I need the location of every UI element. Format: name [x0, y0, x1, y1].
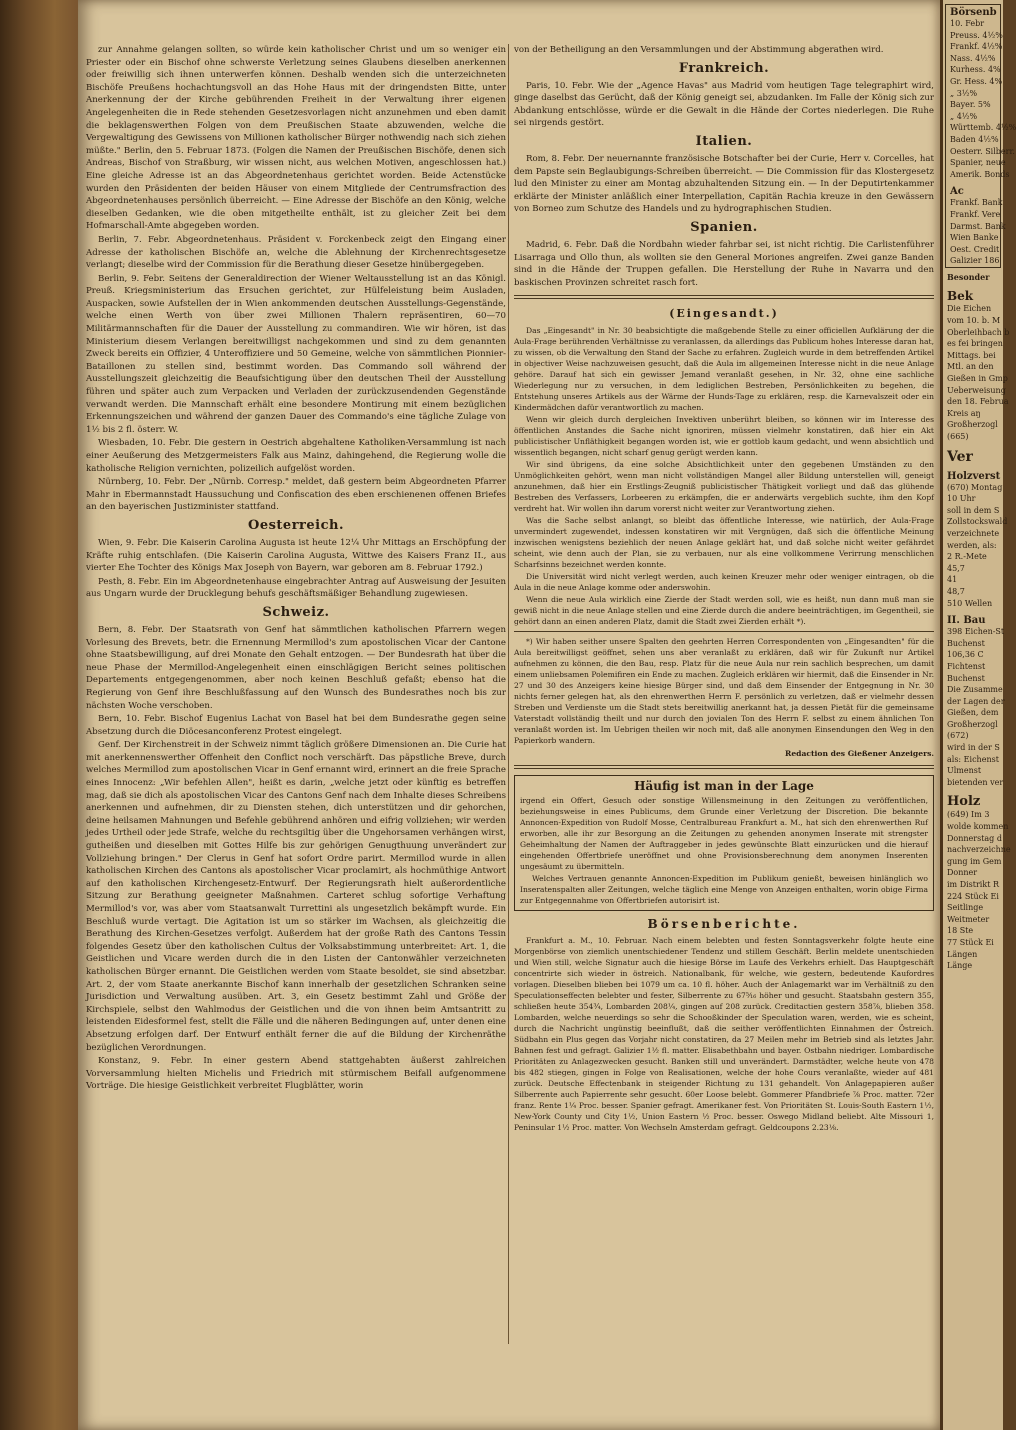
notice-line: Mittags. bei	[947, 350, 996, 360]
bank-line: Frankf. Bank	[950, 198, 1003, 208]
article-frankfurt-boerse: Frankfurt a. M., 10. Februar. Nach einem belebten und festen Sonntagsverkehr folgte heute eine Morgenbörse von ziemlich unentschiedener Tendenz und stillem Geschäft. Berlin meldete unentschieden und Wien still, welche Signatur auch die hiesige Börse im Laufe des Verkehrs erhielt. Das Hauptgeschäft concentrirte sich wieder in östreich. Nationalbank, für welche, wie gestern, bedeutende Kaufordres vorlagen. Dieselben blieben bei 1079 um ca. 10 fl. höher. Auch der Anlagemarkt war im Verhältniß zu den Speculationseffecten belebter und fester, Silberrente zu 67⁵⁄₁₆ höher und gesucht. Staatsbahn gestern 355, schließen heute 354¾, Lombarden 208¼, gingen auf 208 zurück. Creditactien gestern 358⅞, blieben 358. Lombarden, welche neuerdings so sehr die Schooßkinder der Speculation waren, werden, wie es scheint, durch die Nachricht ungünstig beeinflußt, daß die seither veröffentlichten Einnahmen der Östreich. Südbahn ein Plus gegen das Vorjahr nicht constatiren, da 27 Meilen mehr im Betrieb sind als letztes Jahr. Bahnen fest und gefragt. Galizier 1½ fl. matter. Elisabethbahn und bayer. Ostbahn niedriger. Lombardische Prioritäten zu Anlagezwecken gesucht. Banken still und unverändert. Darmstädter, welche heute von 478 bis 482 stiegen, gingen in Folge von Realisationen, welche der hohe Cours veranlaßte, wieder auf 481 zurück. Deutsche Effectenbank in steigender Richtung zu 131 gehandelt. Von Anlagepapieren außer Silberrente auch Papierrente sehr gesucht. 60er Loose belebt. Gommerer Pfandbriefe ⅞ Proc. matter. 72er franz. Rente 1¼ Proc. besser. Spanier gefragt. Amerikaner fest. Von Prioritäten St. Louis-South Eastern 1½, New-York County und City 1½, Union Eastern ½ Proc. besser. Oswego Midland beliebt. Alte Missouri 1, Peninsular 1½ Proc. matter. Von Wechseln Amsterdam gefragt. Geldcoupons 2.23⅛.	[514, 936, 934, 1133]
holz2-line: gung im Gem	[947, 856, 1002, 866]
holz-line: Zollstockswald	[947, 517, 1008, 527]
rate-line: Gr. Hess. 4%	[950, 76, 1003, 86]
rate-line: Spanier, neue	[950, 158, 1006, 168]
holz-line: 10 Uhr	[947, 494, 976, 504]
article-pesth: Pesth, 8. Febr. Ein im Abgeordnetenhause eingebrachter Antrag auf Ausweisung der Jesuiten aus Ungarn wurde der Drucklegung behufs geschäftsmäßiger Behandlung zugewiesen.	[86, 576, 506, 600]
bau-line: als: Eichenst	[947, 754, 999, 764]
holz2-line: 77 Stück Ei	[947, 937, 994, 947]
rate-line: Oesterr. Silberr.	[950, 146, 1015, 156]
exchange-box	[945, 4, 1016, 268]
bank-line: Galizier 186	[950, 256, 1000, 266]
holz2-line: Weitmeter	[947, 914, 990, 924]
rate-line: Bayer. 5%	[950, 100, 991, 110]
bank-line: Frankf. Vere	[950, 209, 1001, 219]
rate-line: Baden 4½%	[950, 134, 999, 144]
editorial-footnote	[514, 636, 934, 759]
adjacent-page-edge	[940, 0, 1016, 1430]
newspaper-page	[78, 0, 940, 1430]
notice-line: Die Eichen	[947, 304, 992, 314]
holz-line: 48,7	[947, 586, 965, 596]
boerse-block	[514, 935, 934, 1133]
holz2-line: 18 Ste	[947, 926, 974, 936]
holz2-line: (649) Im 3	[947, 810, 990, 820]
holz2-line: Seitlinge	[947, 903, 984, 913]
footnote-signoff: Redaction des Gießener Anzeigers.	[785, 749, 934, 759]
eingesandt-paragraph: Wenn wir gleich durch dergleichen Invektiven unberührt bleiben, so können wir im Interesse des öffentlichen Anstandes die Sache nicht ignoriren, müssen vielmehr konstatiren, daß hier ein Akt publicistischer Unfläthigkeit begangen worden ist, wie er gottlob kaum gedacht, und wenn absichtlich und wissentlich begangen, nicht scharf genug gerügt werden kann.	[514, 415, 934, 458]
continued-text: von der Betheiligung an den Versammlungen und der Abstimmung abgerathen wird.	[514, 45, 884, 55]
left-column	[86, 44, 506, 1094]
eingesandt-paragraph: Was die Sache selbst anlangt, so bleibt das öffentliche Interesse, wie natürlich, der Aula-Frage unvermindert zugewendet, indessen konstatiren wir mit Vergnügen, daß sich die öffentliche Meinung inzwischen wenigstens beziehlich der neuen Anlage geklärt hat, und daß solche nicht weiter gefährdet scheint, wie denn auch der Plan, sie zu verbauen, nur als eine vollkommene Verirrung menschlichen Scharfsinns bezeichnet werden konnte.	[514, 516, 934, 570]
holz-line: 2 R.-Mete	[947, 552, 987, 562]
bau-line: bietenden ver	[947, 777, 1004, 787]
rate-line: „ 3½%	[950, 88, 978, 98]
holz-heading: Holzverst	[947, 470, 1001, 482]
article-bern-10-feb: Bern, 10. Febr. Bischof Eugenius Lachat von Basel hat bei dem Bundesrathe gegen seine Absetzung durch die Diöcesanconferenz Protest eingelegt.	[86, 714, 506, 737]
section-heading-france: Frankreich.	[678, 60, 770, 76]
bau-line: Buchenst	[947, 638, 985, 648]
notice-line: Mtl. an den	[947, 362, 994, 372]
notice-line: es fei bringen	[947, 339, 1003, 349]
article-genf: Genf. Der Kirchenstreit in der Schweiz nimmt täglich größere Dimensionen an. Die Curie hat mit anerkennenswerther Offenheit den Conflict noch verschärft. Das päpstliche Breve, durch welches Mermillod zum apostolischen Vicar in Genf ernannt wird, erinnert an die freie Sprache eines Innocenz: „Wir befehlen Allen", heißt es darin, „welche jetzt oder künftig es betreffen mag, daß sie dich als apostolischen Vicar des Cantons Genf nach dem Inhalte dieses Schreibens anerkennen und aufnehmen, dir zu Diensten stehen, dich unterstützen und dir gehorchen, deine heilsamen Mahnungen und Befehle gebührend anhören und eifrig vollziehen; wir werden jedes Urtheil oder jede Strafe, welche du rechtsgiltig über die Ungehorsamen verhängen wirst, gutheißen und dieselben mit Gottes Hilfe bis zur gehörigen Genugthuung unverändert zur Vollziehung bringen." Der Clerus in Genf hat sofort Ordre parirt. Mermillod wurde in allen katholischen Kirchen des Cantons als apostolischer Vicar proclamirt, als hochmüthige Antwort auf den katholischen Kirchengesetz-Entwurf. Der Regierungsrath hielt außerordentliche Sitzung zur Berathung geeigneter Maßnahmen. Carteret schlug sofortige Verhaftung Mermillod's vor, was aber vom Staatsanwalt Turrettini als ungesetzlich bekämpft wurde. Ein Beschluß wurde vertagt. Die Agitation ist um so stärker im Wachsen, als gleichzeitig die Berathung des Kirchen-Gesetzes verfolgt. Außerdem hat der große Rath des Cantons Tessin folgendes Gesetz über den katholischen Cultus der Volksabstimmung unterbreitet: Art. 1, die Geistlichen und Vicare werden durch die in den Listen der Cantonwähler verzeichneten katholischen Bürger ernannt. Die Geistlichen werden vom Staate besoldet, sie sind absetzbar. Art. 2, der vom Staate anerkannte Bischof kann innerhalb der gesetzlichen Schranken seine Jurisdiction und Verwaltung ausüben. Art. 3, ein Gesetz bestimmt Zahl und Größe der Kirchspiele, selbst den Wahlmodus der Geistlichen und die von ihnen beim Amtsantritt zu leistenden Eidesformel fest, stellt die Fälle und die näheren Bedingungen auf, unter denen eine Absetzung erfolgen darf. Der Entwurf enthält ferner die auf die Bildung der Kirchenräthe bezüglichen Verordnungen.	[86, 740, 506, 1053]
exchange-date: 10. Febr	[950, 19, 985, 28]
section-heading-switzerland: Schweiz.	[262, 604, 330, 620]
bau-line: Fichtenst	[947, 661, 986, 671]
holz2-line: Donnerstag d	[947, 833, 1002, 843]
article-rom: Rom, 8. Febr. Der neuernannte französische Botschafter bei der Curie, Herr v. Corcelles, hat dem Papste sein Beglaubigungs-Schreiben überreicht. — Die Commission für das Klostergesetz lud den Minister zu einer am Montag abzuhaltenden Sitzung ein. — In der Deputirtenkammer erklärte der Minister anläßlich einer Interpellation, Capitän Rachia kreuze in den Gewässern von Borneo zum Schutze des Handels und zu hydrographischen Studien.	[514, 153, 934, 215]
notice-line: vom 10. b. M	[947, 316, 1001, 326]
section-heading-spain: Spanien.	[690, 219, 758, 235]
mosse-advertisement	[514, 775, 934, 911]
article-berlin-7-feb: Berlin, 7. Febr. Abgeordnetenhaus. Präsident v. Forckenbeck zeigt den Eingang einer Adresse der katholischen Bischöfe an, welche die Ablehnung der Kirchenrechtsgesetze verlangt; dieselbe wird der Commission für die Berathung dieser Gesetze hinübergegeben.	[86, 234, 506, 271]
rate-line: Kurhess. 4%	[950, 65, 1001, 75]
rate-line: Frankf. 4½%	[950, 42, 1003, 52]
notice-line: den 18. Februa	[947, 397, 1009, 407]
section-heading-austria: Oesterreich.	[248, 517, 344, 533]
section-heading-italy: Italien.	[695, 133, 753, 149]
footnote-text: *) Wir haben seither unsere Spalten den geehrten Herren Correspondenten von „Eingesandten" für die Aula bereitwilligst geöffnet, sehen uns aber veranlaßt zu erklären, daß wir für Zukunft nur Artikel aufnehmen zu können, die den Bau, resp. Platz für die neue Aula nur rein sachlich besprechen, um damit einem unliebsamen Polemifiren ein Ende zu machen. Zugleich erklären wir hiermit, daß die Einsender in Nr. 27 und 30 des Anzeigers keine hiesige Bürger sind, und daß dem Einsender der Entgegnung in Nr. 30 nichts ferner gelegen hat, als den ehrenwerthen Herrn F. persönlich zu verletzen, daß er vielmehr dessen Streben und Verdienste um die Stadt stets bereitwillig anerkannt hat, ja dessen Pietät für die gemeinsame Vaterstadt vollständig theilt und nur durch den jovialen Ton des Herrn F. selbst zu einem ähnlichen Ton veranlaßt worden ist. Im Uebrigen theilen wir noch mit, daß alle anonymen Einsendungen den Weg in den Papierkorb wandern.	[514, 637, 934, 746]
bank-line: Oest. Credit	[950, 244, 1000, 254]
ad-heading: Häufig ist man in der Lage	[634, 779, 814, 794]
notice-heading: Bek	[947, 289, 974, 304]
holz-line: 510 Wellen	[947, 598, 993, 608]
article-nuernberg: Nürnberg, 10. Febr. Der „Nürnb. Corresp." meldet, daß gestern beim Abgeordneten Pfarrer Mahr in Ebermannstadt Haussuchung und Confiscation des eben erschienenen offenen Briefes an den bayerischen Justizminister stattfand.	[86, 477, 506, 513]
article-bishops-address: zur Annahme gelangen sollten, so würde kein katholischer Christ und um so weniger ein Priester oder ein Bischof ohne schwerste Verletzung seines Glaubens dieselben anerkennen oder freiwillig sich ihnen unterwerfen können. Deshalb wenden sich die unterzeichneten Bischöfe Preußens hochachtungsvoll an das Hohe Haus mit der dringendsten Bitte, unter Anerkennung der der Kirche gebührenden Freiheit in der Verwaltung ihrer eigenen Angelegenheiten die in Rede stehenden Gesetzesvorlagen nicht anzunehmen und eben damit die beklagenswerthen Folgen von dem Preußischen Staate abzuwenden, welche die Vergewaltigung des Gewissens von Millionen katholischer Bürger nothwendig nach sich ziehen müßte." Berlin, den 5. Februar 1873. (Folgen die Namen der Preußischen Bischöfe, denen sich Andreas, Bischof von Straßburg, wir wissen nicht, aus welchen Motiven, angeschlossen hat.) Eine gleiche Adresse ist an das Abgeordnetenhaus gerichtet worden. Beide Actenstücke wurden den Präsidenten der beiden Häuser von einem Mitgliede der Centrumsfraction des Abgeordnetenhauses persönlich überreicht. — Eine Adresse der Bischöfe an den König, welche dieselben Gedanken, wie die oben mitgetheilte enthält, ist zu gleicher Zeit bei dem Hofmarschall-Amte abgegeben worden.	[86, 45, 506, 232]
holz2-line: Längen	[947, 949, 978, 959]
bau-line: 398 Eichen-St	[947, 627, 1005, 637]
ad-paragraph: Welches Vertrauen genannte Annoncen-Expedition im Publikum genießt, beweisen hinlänglich wo Inseratenspalten aller Zeitungen, welche täglich eine Menge von Anzeigen enthalten, worin obige Firma zur Entgegennahme von Offertbriefen autorisirt ist.	[520, 874, 928, 906]
middle-column	[514, 44, 934, 1134]
eingesandt-paragraph: Wir sind übrigens, da eine solche Absichtlichkeit unter den gegebenen Umständen zu den Unmöglichkeiten gehört, wenn man nicht vollständigen Mangel aller Bildung unterstellen will, geneigt anzunehmen, daß hier ein Erstlings-Zeugniß publicistischer Thätigkeit vorliegt und daß das glühende Bestreben des Verfassers, Lorbeeren zu erkämpfen, die er anderwärts vergeblich suchte, ihm den Kopf verdreht hat. Wir wollen ihn darum vorerst nicht weiter zur Verantwortung ziehen.	[514, 460, 934, 514]
section-heading-eingesandt: (Eingesandt.)	[669, 307, 779, 321]
ver-heading: Ver	[947, 448, 973, 465]
rate-line: Preuss. 4½%	[950, 30, 1003, 40]
section-rule	[514, 765, 934, 769]
holz2-heading: Holz	[947, 794, 981, 810]
bau-line: Buchenst	[947, 673, 985, 683]
article-wiesbaden: Wiesbaden, 10. Febr. Die gestern in Oestrich abgehaltene Katholiken-Versammlung ist nach einer Aeußerung des Metzgermeisters Falk aus Mainz, dahingehend, die Regierung wolle die katholische Religion vernichten, polizeilich aufgelöst worden.	[86, 438, 506, 474]
column-divider	[508, 44, 509, 1344]
holz2-line: Donner	[947, 868, 978, 878]
article-paris: Paris, 10. Febr. Wie der „Agence Havas" aus Madrid vom heutigen Tage telegraphirt wird, ginge daselbst das Gerücht, daß der König geneigt sei, abzudanken. Im Falle der König sich zur Abdankung entschlösse, würde er die Gewalt in die Hände der Cortes niederlegen. Die Ruhe sei nirgends gestört.	[514, 80, 934, 129]
exchange-title: Börsenb	[950, 7, 997, 18]
banks-heading: Ac	[950, 186, 964, 198]
holz-line: verzeichnete	[947, 528, 1000, 538]
bank-line: Darmst. Bank	[950, 221, 1006, 231]
section-heading-boerse: Börsenberichte.	[647, 917, 801, 932]
rate-line: Nass. 4½%	[950, 53, 996, 63]
rate-line: Württemb. 4½%	[950, 123, 1016, 133]
book-spine	[0, 0, 78, 1430]
bau-line: 106,36 C	[947, 650, 984, 660]
holz2-line: nachverzeichne	[947, 845, 1011, 855]
eingesandt-paragraph: Die Universität wird nicht verlegt werden, auch keinen Kreuzer mehr oder weniger eintragen, ob die Aula in die neue Anlage komme oder anderswohin.	[514, 572, 934, 593]
bau-line: Ulmenst	[947, 766, 982, 776]
bau-line: (672)	[947, 731, 969, 741]
bau-line: Gießen, dem	[947, 708, 999, 718]
holz2-line: Länge	[947, 961, 973, 971]
notice-line: Kreis aŋ	[947, 408, 981, 418]
bau-line: wird in der S	[947, 743, 1000, 753]
article-berlin-9-feb: Berlin, 9. Febr. Seitens der Generaldirection der Wiener Weltausstellung ist an das Königl. Preuß. Kriegsministerium das Ersuchen gerichtet, zur Hülfeleistung beim Ausladen, Auspacken, sowie Aufstellen der in Wien ankommenden deutschen Ausstellungs-Gegenstände, welche einen Werth von über zwei Millionen Thalern repräsentiren, 60—70 Militärmannschaften für die Dauer der Ausstellung zu commandiren. Wie wir hören, ist das Ministerium diesem Verlangen bereitwilligst nachgekommen und sind zu dem genannten Zweck bereits ein Offizier, 4 Unteroffiziere und 50 Gemeine, welche von sämmtlichen Pionnier-Bataillonen zu stellen sind, bestimmt worden. Das Commando soll während der Ausstellungszeit gleichzeitig die Beaufsichtigung über den deutschen Theil der Ausstellung führen und später auch zum Verpacken und Verladen der zurückzusendenden Gegenstände verwandt werden. Die Mannschaft erhält eine besondere Montirung mit einem bezüglichen Erkennungszeichen und während der ganzen Dauer des Commando's eine tägliche Zulage von 1½ bis 2 fl. österr. W.	[86, 273, 506, 435]
bau-line: Die Zusamme	[947, 685, 1003, 695]
notice-line: Großherzogl	[947, 420, 998, 430]
holz-line: werden, als:	[947, 540, 997, 550]
holz-line: 45,7	[947, 563, 965, 573]
ad-paragraph: irgend ein Offert, Gesuch oder sonstige Willensmeinung in den Zeitungen zu veröffentlichen, beziehungsweise in eines Publicums, dem Grunde einer Verletzung der Discretion. Die bekannte Annoncen-Expedition von Rudolf Mosse, Centralbureau Frankfurt a. M., hat sich den ehrenwerthen Ruf erworben, alle ihr zur Besorgung an die Zeitungen zu gehenden anonymen Inserate mit strengster Geheimhaltung der Namen der Auftraggeber in jedes gewünschte Blatt einzurücken und die hierauf eingehenden Offertbriefe uneröffnet und ohne Provisionsberechnung dem anonymen Inserenten ungesäumt zu übermitteln.	[520, 796, 928, 872]
section-rule	[514, 295, 934, 299]
notice-line: Besonder	[947, 271, 990, 282]
holz-line: soll in dem S	[947, 505, 1000, 515]
article-bern-8-feb: Bern, 8. Febr. Der Staatsrath von Genf hat sämmtlichen katholischen Pfarrern wegen Vorlesung des Brevets, betr. die Ernennung Mermillod's zum apostolischen Vicar der Cantone ohne Staatsbewilligung, auf drei Monate den Gehalt entzogen. — Der Bundesrath hat über die neue Phase der Mermillod-Angelegenheit einen einschlägigen Bericht seines politischen Departements entgegengenommen, aber noch keinen Beschluß gefaßt; ebenso hat die Regierung von Genf ihre Beschlußfassung auf den Wunsch des Bundesrathes noch bis zur nächsten Woche verschoben.	[86, 624, 506, 711]
notice-line: (665)	[947, 432, 969, 441]
rate-line: Amerik. Bonds	[950, 169, 1010, 179]
article-konstanz: Konstanz, 9. Febr. In einer gestern Abend stattgehabten äußerst zahlreichen Vorversammlung hielten Michelis und Friedrich mit stürmischem Beifall aufgenommene Vorträge. Die hiesige Geistlichkeit verbreitet Flugblätter, worin	[86, 1056, 506, 1092]
bau-line: der Lagen der	[947, 696, 1005, 706]
rate-line: „ 4½%	[950, 111, 978, 121]
notice-line: Gießen in Gmp	[947, 374, 1008, 384]
article-wien: Wien, 9. Febr. Die Kaiserin Carolina Augusta ist heute 12¼ Uhr Mittags an Erschöpfung der Kräfte ruhig entschlafen. (Die Kaiserin Carolina Augusta, Wittwe des Kaisers Franz II., aus vierter Ehe Tochter des Königs Max Joseph von Bayern, war geboren am 8. Februar 1792.)	[86, 537, 506, 574]
bank-line: Wien Banke	[950, 233, 999, 243]
holz2-line: 224 Stück Ei	[947, 891, 999, 901]
eingesandt-paragraph: Wenn die neue Aula wirklich eine Zierde der Stadt werden soll, wie es heißt, nun dann muß man sie gewiß nicht in die neue Anlage stellen und eine Zierde durch die andere beeinträchtigen, im Gegentheil, sie gehört dann an einen anderen Platz, damit die Stadt zwei Zierden erhält *).	[514, 595, 934, 627]
holz-line: (670) Montag	[947, 482, 1003, 492]
eingesandt-paragraph: Das „Eingesandt" in Nr. 30 beabsichtigte die maßgebende Stelle zu einer officiellen Aufklärung der die Aula-Frage berührenden Verhältnisse zu veranlassen, da allerdings das Publicum hohes Interesse daran hat, zu wissen, ob die Verwaltung den Stand der Sache zu erfahren. Zugleich wurde in dem betreffenden Artikel in objectiver Weise nachzuweisen gesucht, daß die Aula im allgemeinen Interesse nicht in die neue Anlage gehöre. Darauf hat sich ein gewisser Jemand veranlaßt gesehen, in Nr. 32, ohne eine sachliche Wiederlegung nur zu versuchen, in dem lediglichen Bestreben, Persönlichkeiten zu begehen, die Entstehung unseres Artikels aus der Wärme der Hunds-Tage zu erklären, resp. die Karnevalszeit oder ein Kindermädchen dafür verantwortlich zu machen.	[514, 326, 934, 413]
bau-line: Großherzogl	[947, 719, 998, 729]
bau-heading: II. Bau	[947, 615, 986, 627]
article-madrid: Madrid, 6. Febr. Daß die Nordbahn wieder fahrbar sei, ist nicht richtig. Die Carlistenführer Lisarraga und Ollo thun, als wollten sie den General Moriones angreifen. Zwei ganze Banden sind in die Hände der Truppen gefallen. Die Herstellung der Ruhe in Navarra und den baskischen Provinzen schreitet rasch fort.	[514, 239, 934, 288]
eingesandt-block	[514, 325, 934, 627]
notice-line: Ueberweisung	[947, 385, 1006, 395]
holz2-line: wolde kommen	[947, 822, 1009, 832]
holz2-line: im Distrikt R	[947, 880, 999, 889]
footnote-rule	[514, 631, 934, 632]
notice-line: Oberleihbach b	[947, 327, 1010, 337]
holz-line: 41	[947, 575, 958, 585]
